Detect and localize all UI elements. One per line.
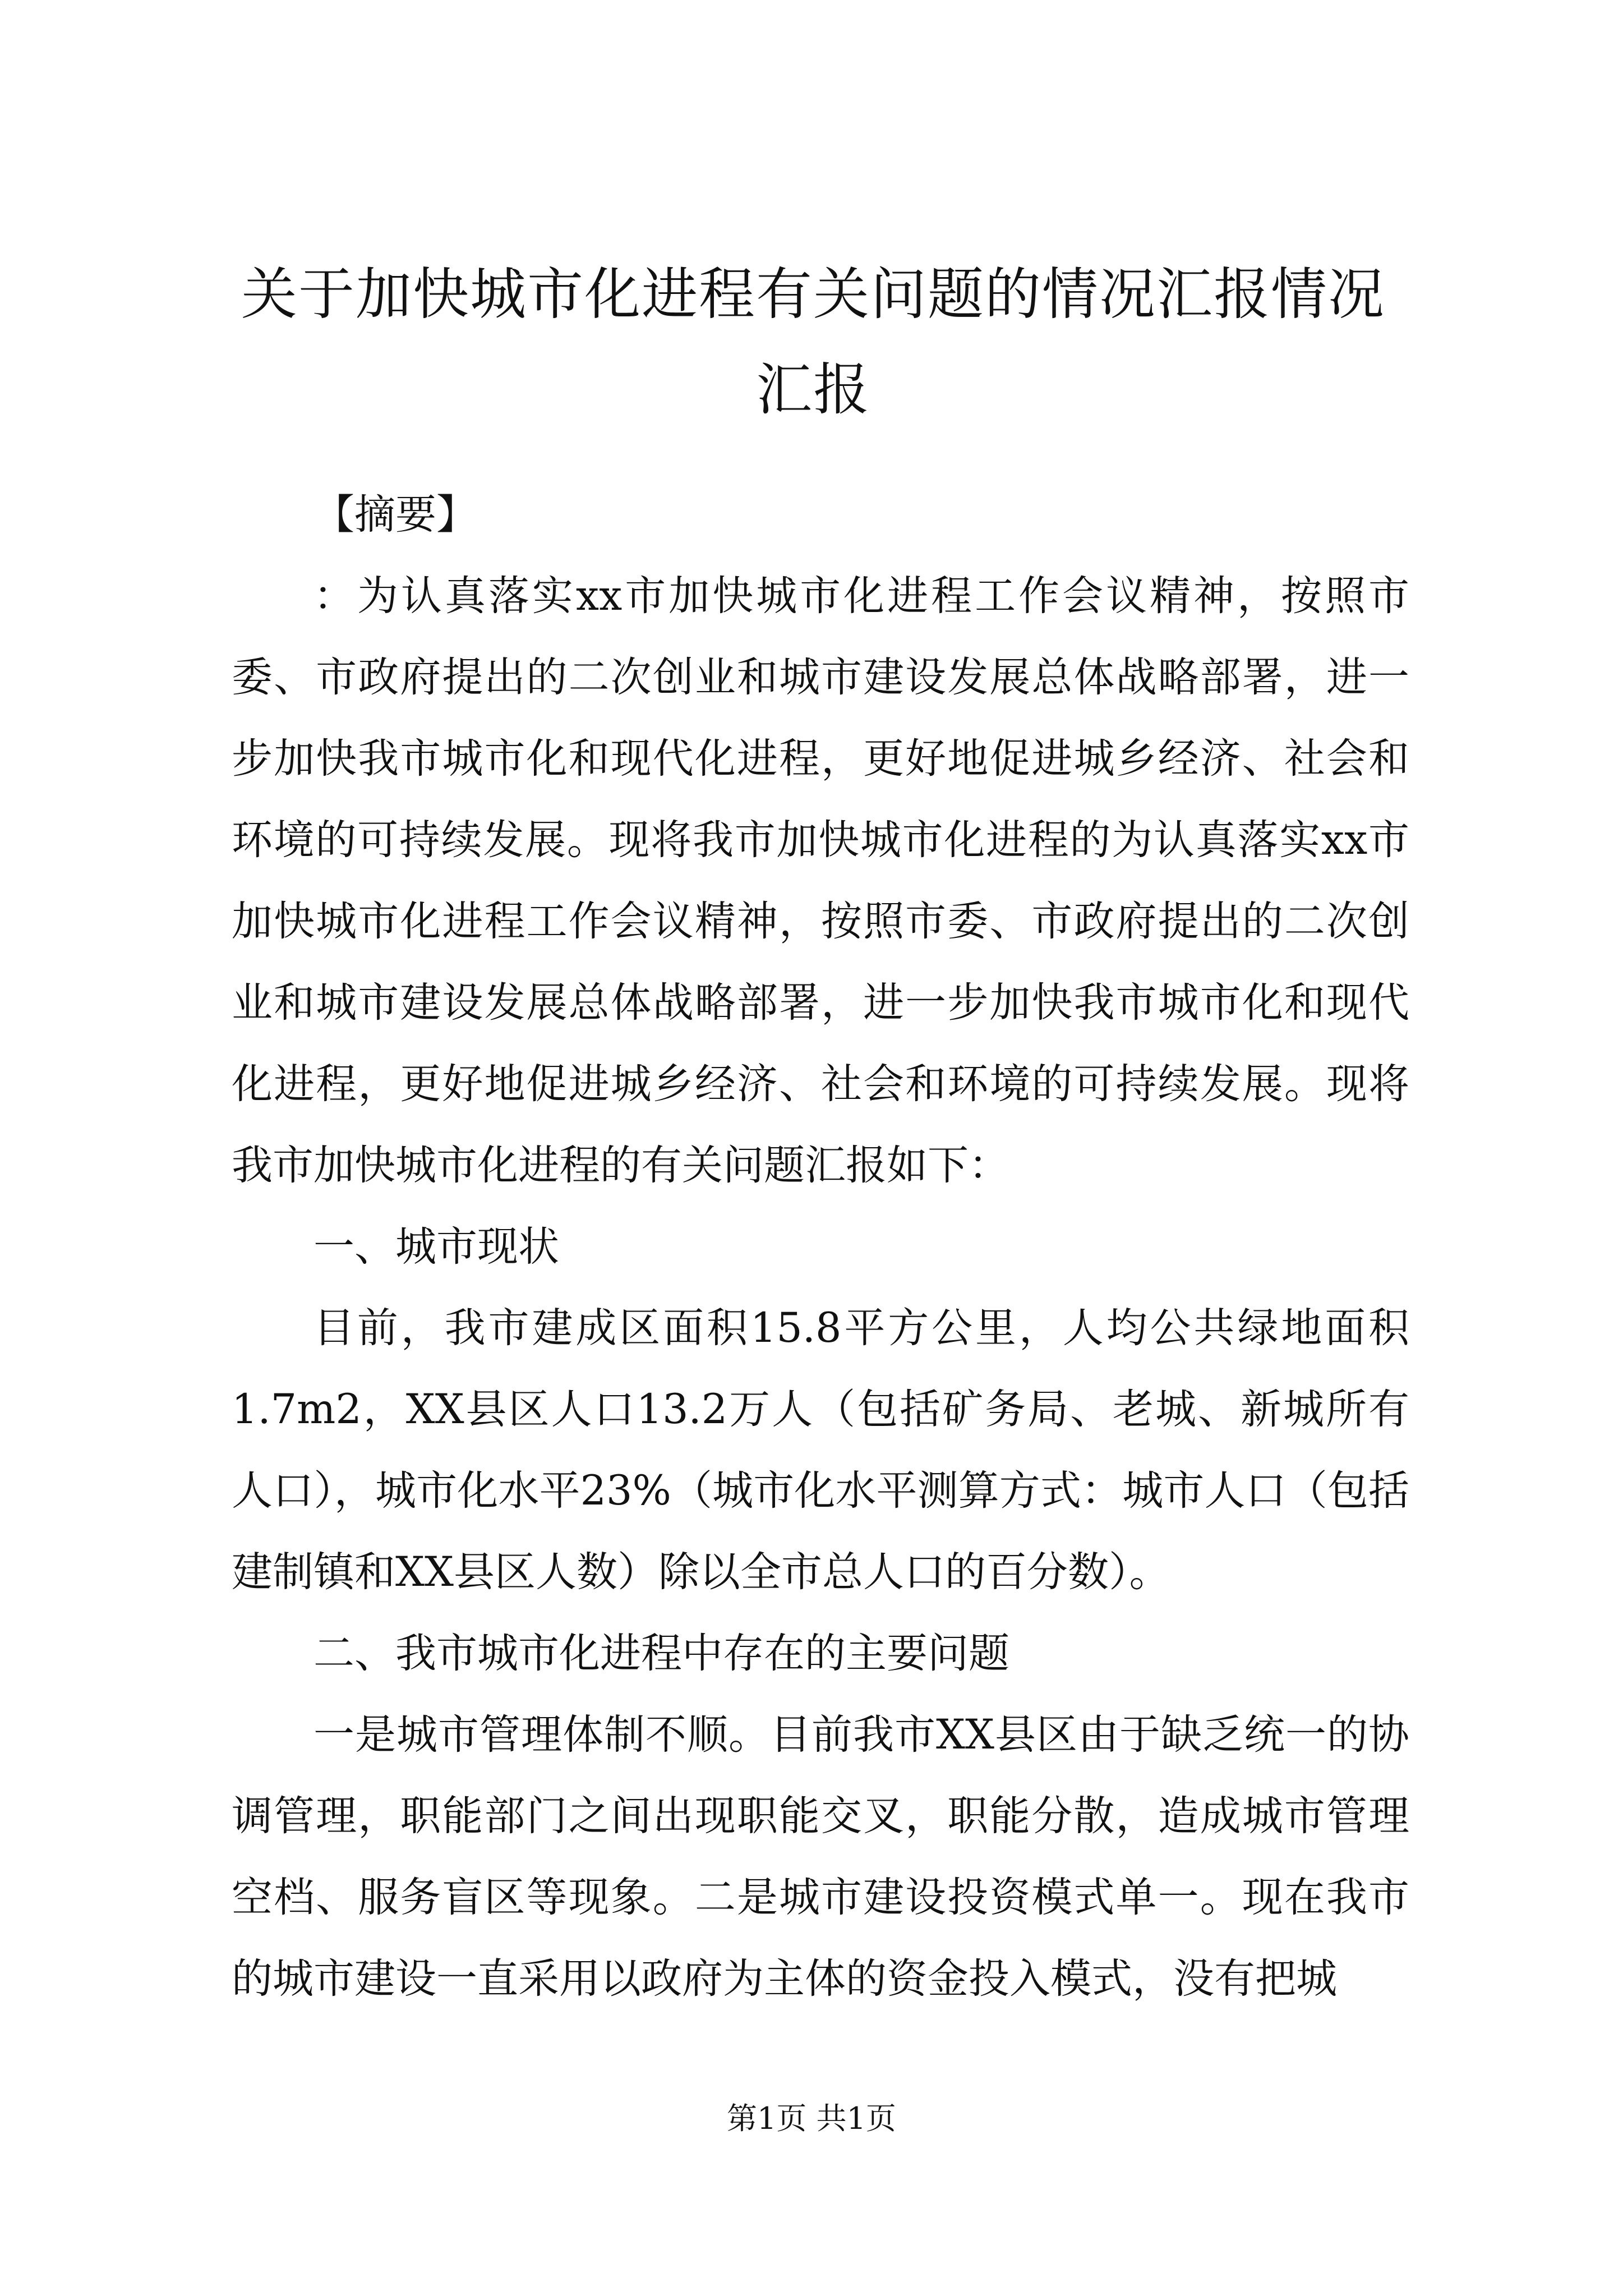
paragraph-intro: ：为认真落实xx市加快城市化进程工作会议精神，按照市委、市政府提出的二次创业和城市建设发展总体战略部署，进一步加快我市城市化和现代化进程，更好地促进城乡经济、社会和环境的可持续发展。现将我市加快城市化进程的为认真落实xx市加快城市化进程工作会议精神，按照市委、市政府提出的二次创业和城市建设发展总体战略部署，进一步加快我市城市化和现代化进程，更好地促进城乡经济、社会和环境的可持续发展。现将我市加快城市化进程的有关问题汇报如下：	[232, 572, 1409, 1189]
paragraph-main-problems: 一是城市管理体制不顺。目前我市XX县区由于缺乏统一的协调管理，职能部门之间出现职能交叉，职能分散，造成城市管理空档、服务盲区等现象。二是城市建设投资模式单一。现在我市的城市建设一直采用以政府为主体的资金投入模式，没有把城	[232, 1711, 1409, 2003]
page-footer: 第1页 共1页	[727, 2101, 896, 2136]
section-heading-main-problems: 二、我市城市化进程中存在的主要问题	[313, 1630, 1009, 1677]
document-body	[232, 474, 1409, 2019]
summary-label: 【摘要】	[313, 491, 477, 539]
paragraph-city-status: 目前，我市建成区面积15.8平方公里，人均公共绿地面积1.7m2，XX县区人口13.2万人（包括矿务局、老城、新城所有人口），城市化水平23%（城市化水平测算方式：城市人口（包括建制镇和XX县区人数）除以全市总人口的百分数）。	[232, 1304, 1409, 1596]
document-title: 关于加快城市化进程有关问题的情况汇报情况汇报	[241, 261, 1385, 422]
section-heading-city-status: 一、城市现状	[313, 1223, 559, 1271]
